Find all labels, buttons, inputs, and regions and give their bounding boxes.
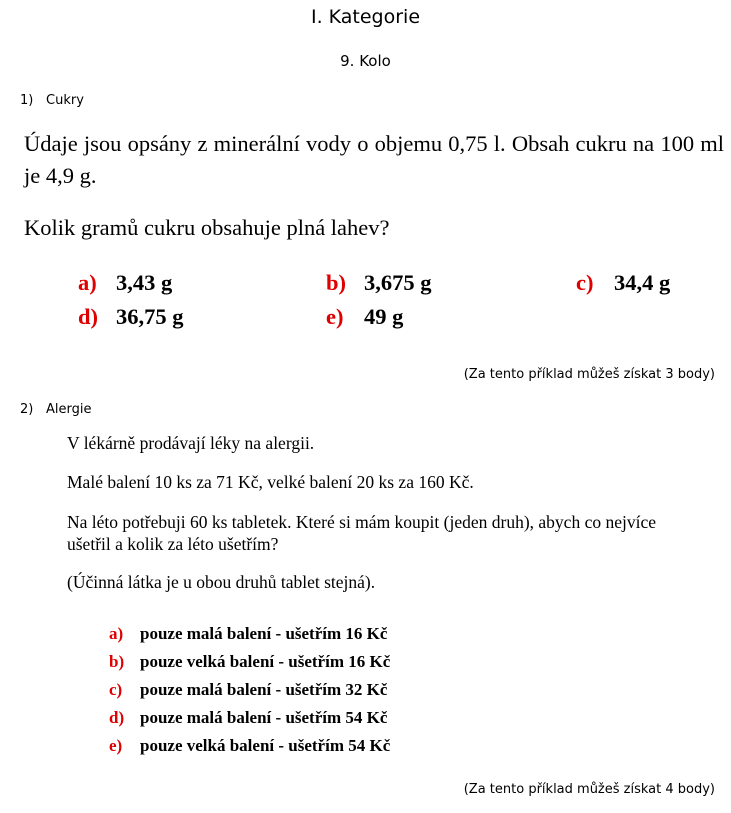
q1-heading <box>20 93 84 108</box>
q2-heading <box>20 402 91 417</box>
option-text: pouze malá balení - ušetřím 54 Kč <box>140 708 388 727</box>
option-text: 36,75 g <box>116 304 184 329</box>
q1-name: Cukry <box>46 93 84 108</box>
q1-question: Kolik gramů cukru obsahuje plná lahev? <box>24 215 390 240</box>
option-text: 3,43 g <box>116 270 173 295</box>
option-text: pouze malá balení - ušetřím 16 Kč <box>140 624 388 643</box>
option-letter: c) <box>576 270 594 295</box>
q2-option-b[interactable] <box>109 652 390 672</box>
option-text: pouze malá balení - ušetřím 32 Kč <box>140 680 388 699</box>
round-label: 9. Kolo <box>340 52 391 70</box>
q2-option-d[interactable] <box>109 708 387 728</box>
option-letter: d) <box>109 708 125 727</box>
q1-text: Údaje jsou opsány z minerální vody o objemu 0,75 l. Obsah cukru na 100 ml je 4,9 g. <box>24 131 724 188</box>
q2-number: 2) <box>20 402 34 417</box>
q2-paragraph-2: Malé balení 10 ks za 71 Kč, velké balení 20 ks za 160 Kč. <box>67 472 474 492</box>
q2-option-c[interactable] <box>109 680 387 700</box>
option-letter: b) <box>326 270 347 295</box>
q2-paragraph-3: Na léto potřebuji 60 ks tabletek. Které si mám koupit (jeden druh), abych co nejvíce ušetřil a kolik za léto ušetřím? <box>67 512 656 554</box>
option-letter: d) <box>78 304 99 329</box>
q1-option-a[interactable] <box>78 270 172 296</box>
q1-option-d[interactable] <box>78 304 184 330</box>
option-letter: a) <box>78 270 97 295</box>
q2-paragraph-4: (Účinná látka je u obou druhů tablet stejná). <box>67 572 376 592</box>
q1-option-b[interactable] <box>326 270 432 296</box>
option-letter: a) <box>109 624 124 643</box>
q1-option-c[interactable] <box>576 270 670 296</box>
option-text: 49 g <box>364 304 404 329</box>
option-text: 34,4 g <box>614 270 671 295</box>
q2-points: (Za tento příklad můžeš získat 4 body) <box>463 782 715 797</box>
q2-option-e[interactable] <box>109 736 390 756</box>
q1-option-e[interactable] <box>326 304 403 330</box>
option-letter: b) <box>109 652 125 671</box>
q1-number: 1) <box>20 93 34 108</box>
option-text: 3,675 g <box>364 270 432 295</box>
q1-points: (Za tento příklad můžeš získat 3 body) <box>463 367 715 382</box>
q2-name: Alergie <box>46 402 92 417</box>
option-text: pouze velká balení - ušetřím 54 Kč <box>140 736 391 755</box>
q2-paragraph-1: V lékárně prodávají léky na alergii. <box>67 433 315 453</box>
option-letter: e) <box>109 736 123 755</box>
q2-option-a[interactable] <box>109 624 387 644</box>
option-letter: e) <box>326 304 344 329</box>
option-text: pouze velká balení - ušetřím 16 Kč <box>140 652 391 671</box>
page-title: I. Kategorie <box>310 6 421 28</box>
option-letter: c) <box>109 680 123 699</box>
